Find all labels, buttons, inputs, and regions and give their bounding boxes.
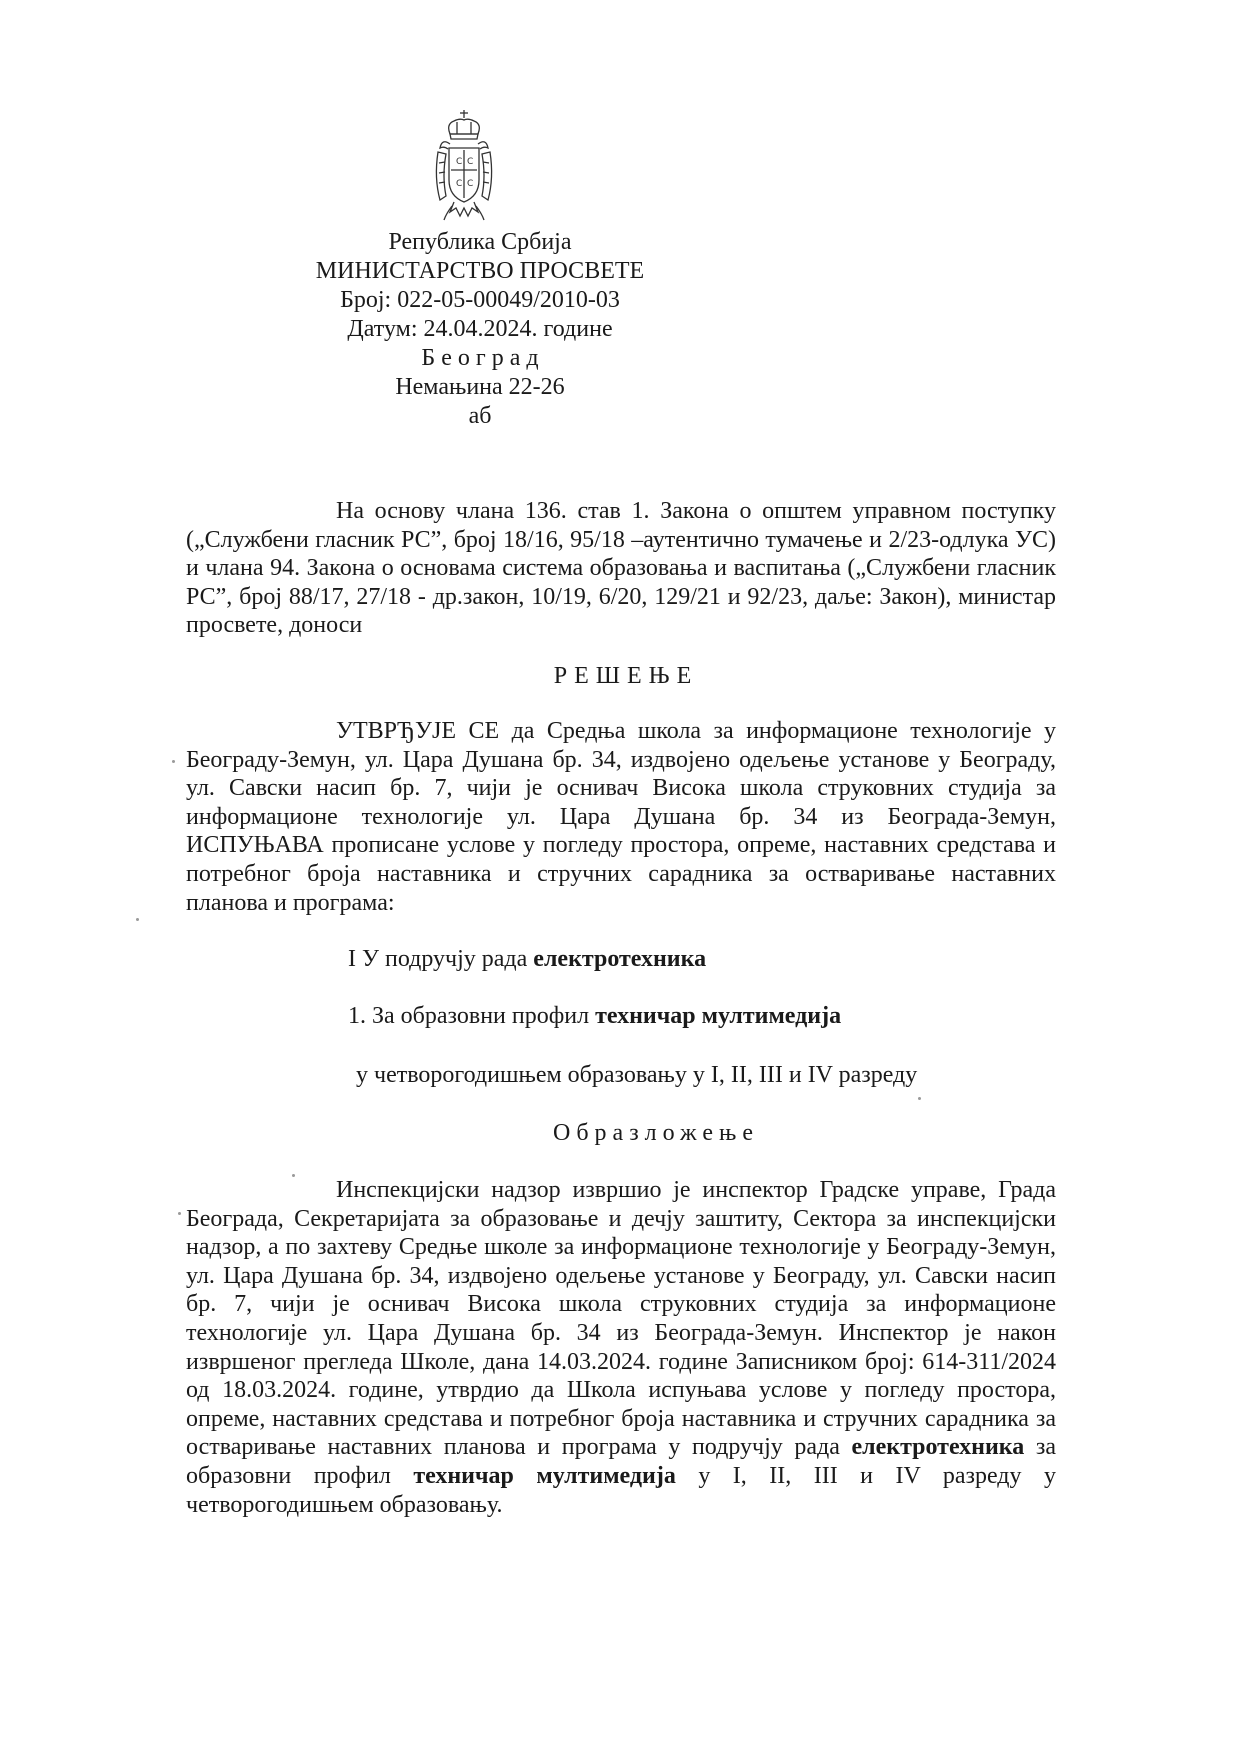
scan-speck — [292, 1174, 295, 1177]
reasoning-text-1: Инспекцијски надзор извршио је инспектор Градске управе, Града Београда, Секретаријата за образовање и дечју заштиту, Сектора за инспекцијски надзор, а по захтеву Средње школе за информационе технологије у Београду-Земун, ул. Цара Душана бр. 34, издвојено одељење установе у Београду, ул. Савски насип бр. 7, чији је оснивач Висока школа струковних студија за информационе технологије ул. Цара Душана бр. 34 из Београда-Земун. Инспектор је након извршеног прегледа Школе, дана 14.03.2024. године Записником број: 614-311/2024 од 18.03.2024. године, утврдио да Школа испуњава услове у погледу простора, опреме, наставних средстава и потребног броја наставника и стручних сарадника за остваривање наставних планова и програма у подручју рада — [186, 1177, 1056, 1461]
svg-text:С: С — [467, 179, 474, 189]
document-date: Датум: 24.04.2024. године — [347, 316, 613, 342]
initials: аб — [468, 403, 492, 429]
scan-speck — [178, 1212, 181, 1215]
reasoning-title: Образложење — [553, 1120, 759, 1146]
reasoning-paragraph — [186, 1176, 1056, 1519]
ministry-name: МИНИСТАРСТВО ПРОСВЕТЕ — [315, 258, 645, 284]
svg-text:С: С — [456, 157, 463, 167]
address: Немањина 22-26 — [395, 374, 565, 400]
decision-title: РЕШЕЊЕ — [553, 663, 699, 689]
reasoning-text-2: за образовни профил — [186, 1434, 1056, 1489]
profile-name: техничар мултимедија — [595, 1003, 842, 1029]
scan-speck — [172, 760, 175, 763]
svg-text:С: С — [456, 179, 463, 189]
decision-paragraph: УТВРЂУЈЕ СЕ да Средња школа за информационе технологије у Београду-Земун, ул. Цара Душана бр. 34, издвојено одељење установе у Београду, ул. Савски насип бр. 7, чији је оснивач Висока школа струковних студија за информационе технологије ул. Цара Душана бр. 34 из Београда-Земун, ИСПУЊАВА прописане услове у погледу простора, опреме, наставних средстава и потребног броја наставника и стручних сарадника за остваривање наставних планова и програма: — [186, 718, 1056, 916]
work-area-name: електротехника — [533, 946, 707, 972]
city-name: Б е о г р а д — [421, 345, 539, 371]
work-area-line — [348, 946, 706, 973]
scan-speck — [136, 918, 139, 921]
work-area-prefix: I У подручју рада — [348, 946, 534, 972]
country-name: Република Србија — [388, 229, 572, 255]
svg-text:С: С — [467, 157, 474, 167]
document-header — [300, 228, 660, 431]
profile-prefix: 1. За образовни профил — [348, 1003, 596, 1029]
coat-of-arms-icon — [432, 108, 496, 226]
reasoning-bold-area: електротехника — [851, 1434, 1025, 1461]
reasoning-bold-profile: техничар мултимедија — [413, 1462, 676, 1489]
intro-paragraph: На основу члана 136. став 1. Закона о општем управном поступку („Службени гласник РС”, број 18/16, 95/18 –аутентично тумачење и 2/23-одлука УС) и члана 94. Закона о основама система образовања и васпитања („Службени гласник РС”, број 88/17, 27/18 - др.закон, 10/19, 6/20, 129/21 и 92/23, даље: Закон), министар просвете, доноси — [186, 498, 1056, 639]
reference-number: Број: 022-05-00049/2010-03 — [340, 287, 620, 313]
scan-speck — [918, 1097, 921, 1100]
profile-line — [348, 1003, 841, 1030]
grades-line: у четворогодишњем образовању у I, II, III и IV разреду — [356, 1062, 918, 1088]
reasoning-text-3: у I, II, III и IV разреду у четворогодишњем образовању. — [186, 1462, 1056, 1518]
